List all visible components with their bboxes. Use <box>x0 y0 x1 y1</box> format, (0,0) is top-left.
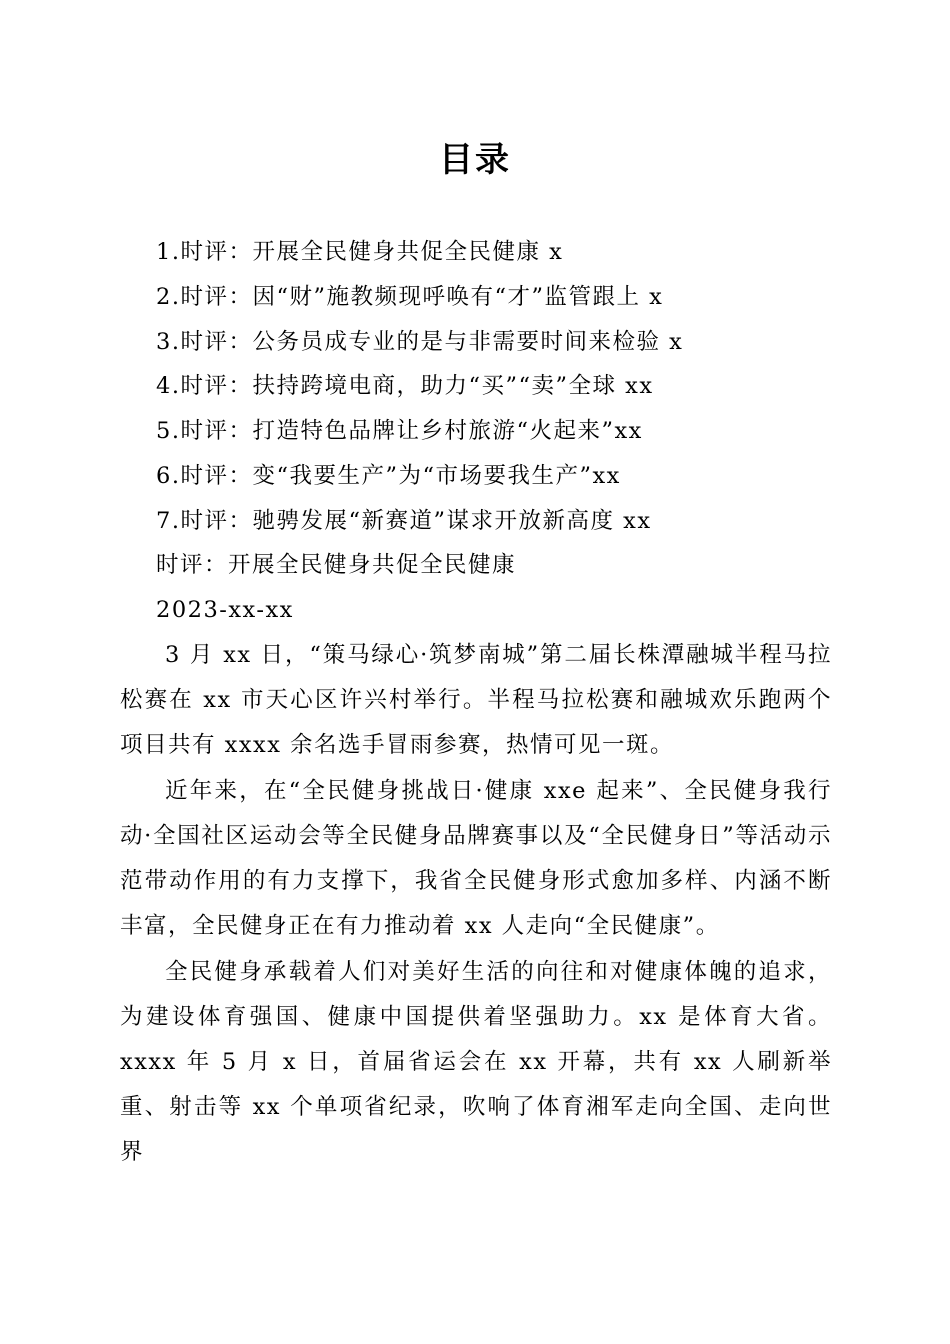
paragraph-3: 全民健身承载着人们对美好生活的向往和对健康体魄的追求，为建设体育强国、健康中国提供着坚强助力。xx 是体育大省。xxxx 年 5 月 x 日，首届省运会在 xx 开幕，共有 xx 人刷新举重、射击等 xx 个单项省纪录，吹响了体育湘军走向全国、走向世界 <box>120 959 832 1165</box>
toc-item-2[interactable]: 2.时评：因“财”施教频现呼唤有“才”监管跟上 x <box>156 283 664 310</box>
toc-item-7[interactable]: 7.时评：驰骋发展“新赛道”谋求开放新高度 xx <box>156 507 652 534</box>
article-body <box>120 633 832 1176</box>
paragraph-2: 近年来，在“全民健身挑战日·健康 xxe 起来”、全民健身我行动·全国社区运动会等全民健身品牌赛事以及“全民健身日”等活动示范带动作用的有力支撑下，我省全民健身形式愈加多样、内涵不断丰富，全民健身正在有力推动着 xx 人走向“全民健康”。 <box>120 778 832 939</box>
toc-item-6[interactable]: 6.时评：变“我要生产”为“市场要我生产”xx <box>156 462 621 489</box>
article-title: 时评：开展全民健身共促全民健康 <box>156 552 517 578</box>
page-title: 目录 <box>439 140 511 180</box>
article-date: 2023-xx-xx <box>156 597 294 623</box>
toc-item-3[interactable]: 3.时评：公务员成专业的是与非需要时间来检验 x <box>156 328 684 355</box>
paragraph-1: 3 月 xx 日，“策马绿心·筑梦南城”第二届长株潭融城半程马拉松赛在 xx 市天心区许兴村举行。半程马拉松赛和融城欢乐跑两个项目共有 xxxx 余名选手冒雨参赛，热情可见一斑。 <box>120 642 832 758</box>
toc-item-5[interactable]: 5.时评：打造特色品牌让乡村旅游“火起来”xx <box>156 418 643 445</box>
table-of-contents <box>156 230 856 544</box>
toc-item-1[interactable]: 1.时评：开展全民健身共促全民健康 x <box>156 239 564 265</box>
toc-item-4[interactable]: 4.时评：扶持跨境电商，助力“买”“卖”全球 xx <box>156 373 654 400</box>
